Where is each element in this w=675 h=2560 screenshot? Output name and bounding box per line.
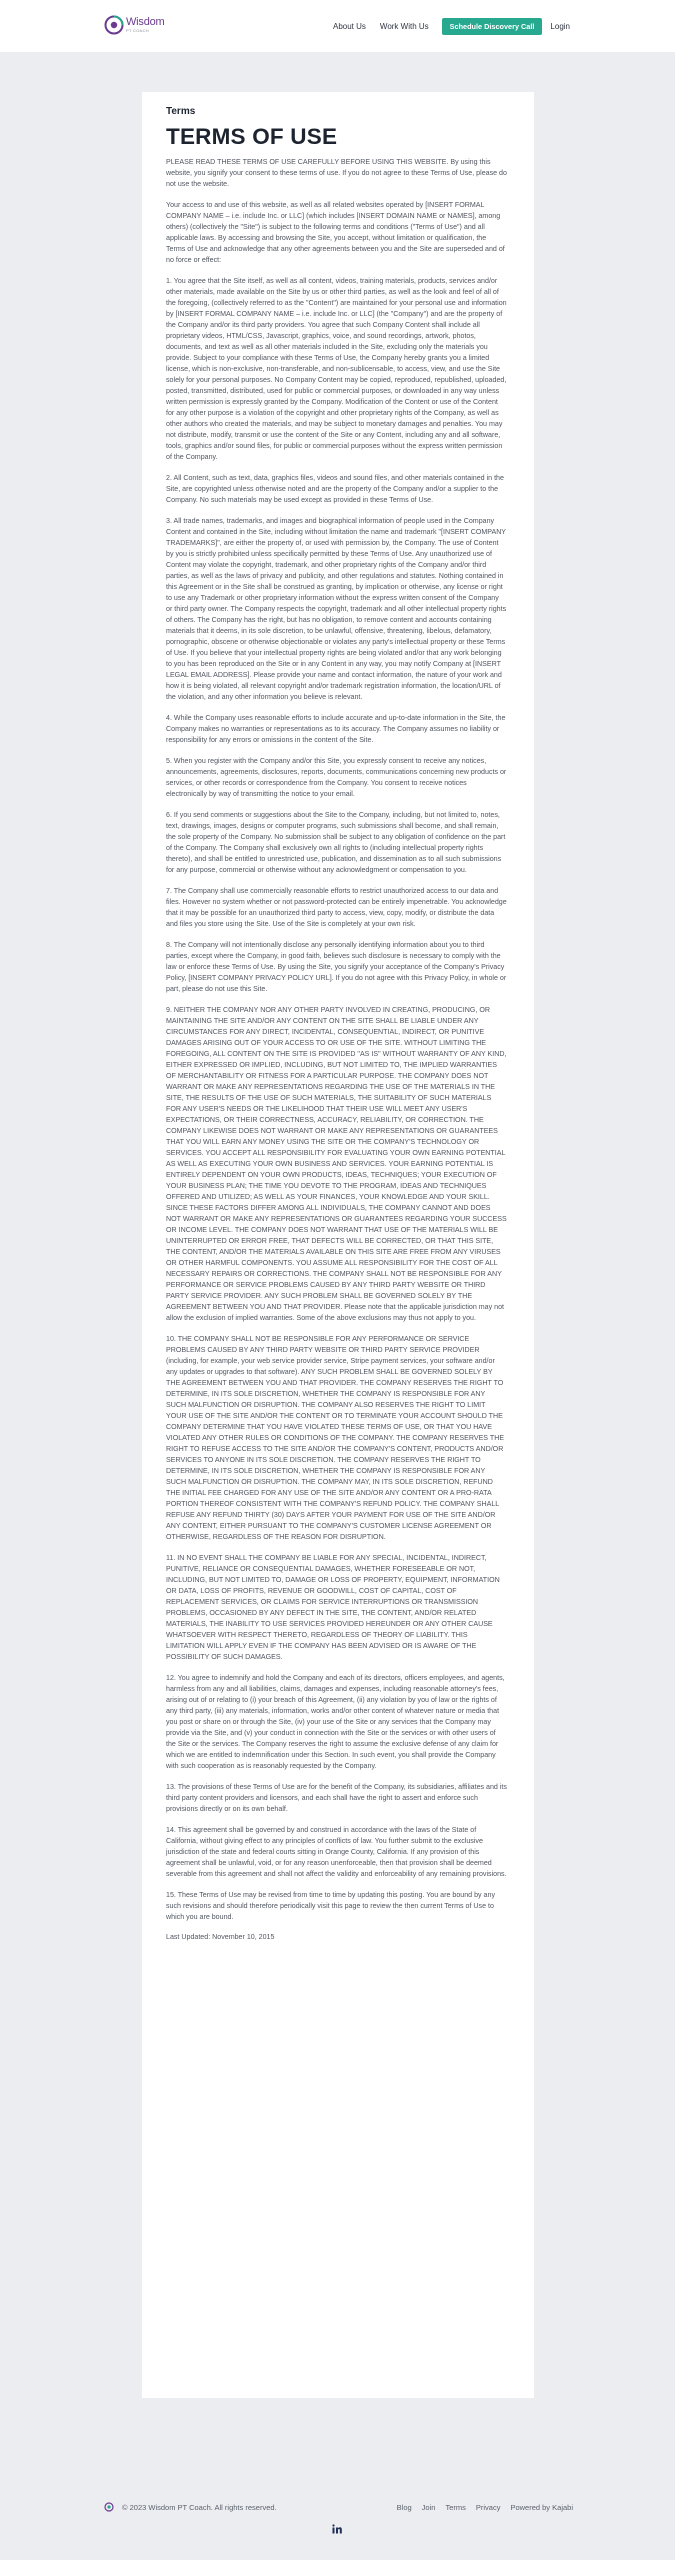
terms-paragraph: PLEASE READ THESE TERMS OF USE CAREFULLY BEFORE USING THIS WEBSITE. By using this website, you signify your consent to these terms of use. If you do not agree to these Terms of Use, please do not use the website. (166, 157, 507, 188)
copyright-text: © 2023 Wisdom PT Coach. All rights reserved. (122, 2502, 277, 2512)
terms-card (142, 92, 534, 2398)
logo-name: Wisdom (126, 16, 165, 28)
site-header (0, 0, 675, 52)
schedule-discovery-call-button[interactable]: Schedule Discovery Call (442, 18, 543, 35)
footer-link-join[interactable]: Join (421, 2503, 436, 2512)
terms-paragraph: 7. The Company shall use commercially reasonable efforts to restrict unauthorized access to our data and files. However no system whether or not password-protected can be entirely impenetrable. You acknowledge that it may be possible for an unauthorized third party to access, view, copy, modify, or distribute the data and files you store using the Site. Use of the Site is completely at your own risk. (166, 886, 507, 928)
logo-mark-icon (104, 15, 124, 35)
site-logo[interactable] (104, 15, 165, 35)
footer-link-powered-by-kajabi[interactable]: Powered by Kajabi (510, 2503, 573, 2512)
footer-link-blog[interactable]: Blog (396, 2503, 412, 2512)
footer-link-privacy[interactable]: Privacy (475, 2503, 501, 2512)
footer-logo-icon (104, 2502, 114, 2512)
page-eyebrow: Terms (166, 106, 196, 117)
terms-paragraph: Your access to and use of this website, as well as all related websites operated by [INSERT FORMAL COMPANY NAME – i.e. include Inc. or LLC] (which includes [INSERT DOMAIN NAME or NAMES], among others) (collectively the "Site") is subject to the following terms and conditions ("Terms of Use") and all applicable laws. By accessing and browsing the Site, you accept, without limitation or qualification, the Terms of Use and acknowledge that any other agreements between you and the Site are superseded and of no force or effect: (166, 200, 505, 264)
terms-paragraph: 3. All trade names, trademarks, and images and biographical information of people used in the Company Content and contained in the Site, including without limitation the name and trademark "[INSERT COMPANY TRADEMARKS]", are either the property of, or used with permission by, the Company. The use of Content by you is strictly prohibited unless specifically permitted by these Terms of Use. Any unauthorized use of Content may violate the copyright, trademark, and other proprietary rights of the Company and/or third parties, as well as the laws of privacy and publicity, and other regulations and statutes. Nothing contained in this Agreement or in the Site shall be construed as granting, by implication or otherwise, any license or right to use any Trademark or other proprietary information without the express written consent of the Company or third party owner. The Company respects the copyright, trademark and all other intellectual property rights of others. The Company has the right, but has no obligation, to remove content and accounts containing materials that it deems, in its sole discretion, to be unlawful, offensive, threatening, libelous, defamatory, pornographic, obscene or otherwise objectionable or violates any party's intellectual property or these Terms of Use. If you believe that your intellectual property rights are being violated and/or that any work belonging to you has been reproduced on the Site or in any Content in any way, you may notify Company at [INSERT LEGAL EMAIL ADDRESS]. Please provide your name and contact information, the nature of your work and how it is being violated, all relevant copyright and/or trademark registration information, the location/URL of the violation, and any other information you believe is relevant. (166, 516, 507, 701)
footer-copyright (104, 2502, 277, 2512)
terms-paragraph: 9. NEITHER THE COMPANY NOR ANY OTHER PARTY INVOLVED IN CREATING, PRODUCING, OR MAINTAINING THE SITE AND/OR ANY CONTENT ON THE SITE SHALL BE LIABLE UNDER ANY CIRCUMSTANCES FOR ANY DIRECT, INCIDENTAL, CONSEQUENTIAL, INDIRECT, OR PUNITIVE DAMAGES ARISING OUT OF YOUR ACCESS TO OR USE OF THE SITE. WITHOUT LIMITING THE FOREGOING, ALL CONTENT ON THE SITE IS PROVIDED "AS IS" WITHOUT WARRANTY OF ANY KIND, EITHER EXPRESSED OR IMPLIED, INCLUDING, BUT NOT LIMITED TO, THE IMPLIED WARRANTIES OF MERCHANTABILITY OR FITNESS FOR A PARTICULAR PURPOSE. THE COMPANY DOES NOT WARRANT OR MAKE ANY REPRESENTATIONS REGARDING THE USE OF THE MATERIALS IN THE SITE, THE RESULTS OF THE USE OF SUCH MATERIALS, THE SUITABILITY OF SUCH MATERIALS FOR ANY USER'S NEEDS OR THE LIKELIHOOD THAT THEIR USE WILL MEET ANY USER'S EXPECTATIONS, OR THEIR CORRECTNESS, ACCURACY, RELIABILITY, OR CORRECTION. THE COMPANY LIKEWISE DOES NOT WARRANT OR MAKE ANY REPRESENTATIONS OR GUARANTEES THAT YOU WILL EARN ANY MONEY USING THE SITE OR THE COMPANY'S TECHNOLOGY OR SERVICES. YOU ACCEPT ALL RESPONSIBILITY FOR EVALUATING YOUR OWN EARNING POTENTIAL AS WELL AS EXECUTING YOUR OWN BUSINESS AND SERVICES. YOUR EARNING POTENTIAL IS ENTIRELY DEPENDENT ON YOUR OWN PRODUCTS, IDEAS, TECHNIQUES; YOUR EXECUTION OF YOUR BUSINESS PLAN; THE TIME YOU DEVOTE TO THE PROGRAM, IDEAS AND TECHNIQUES OFFERED AND UTILIZED; AS WELL AS YOUR FINANCES, YOUR KNOWLEDGE AND YOUR SKILL. SINCE THESE FACTORS DIFFER AMONG ALL INDIVIDUALS, THE COMPANY CANNOT AND DOES NOT WARRANT OR MAKE ANY REPRESENTATIONS OR GUARANTEES REGARDING YOUR SUCCESS OR INCOME LEVEL. THE COMPANY DOES NOT WARRANT THAT USE OF THE MATERIALS WILL BE UNINTERRUPTED OR ERROR FREE, THAT DEFECTS WILL BE CORRECTED, OR THAT THIS SITE, THE CONTENT, AND/OR THE MATERIALS AVAILABLE ON THIS SITE ARE FREE FROM ANY VIRUSES OR OTHER HARMFUL COMPONENTS. YOU ASSUME ALL RESPONSIBILITY FOR THE COST OF ALL NECESSARY REPAIRS OR CORRECTIONS. THE COMPANY SHALL NOT BE RESPONSIBLE FOR ANY PERFORMANCE OR SERVICE PROBLEMS CAUSED BY ANY THIRD PARTY WEBSITE OR THIRD PARTY SERVICE PROVIDER. ANY SUCH PROBLEM SHALL BE GOVERNED SOLELY BY THE AGREEMENT BETWEEN YOU AND THAT PROVIDER. Please note that the applicable jurisdiction may not allow the exclusion of implied warranties. Some of the above exclusions may thus not apply to you. (166, 1005, 507, 1322)
nav-login[interactable]: Login (550, 22, 570, 31)
terms-paragraph: 5. When you register with the Company and/or this Site, you expressly consent to receive any notices, announcements, agreements, disclosures, reports, documents, communications concerning new products or services, or other records or correspondence from the Company. You consent to receive notices electronically by way of transmitting the notice to your email. (166, 756, 507, 798)
linkedin-icon[interactable] (332, 2524, 342, 2534)
footer-links (387, 2503, 573, 2512)
last-updated: Last Updated: November 10, 2015 (166, 1932, 275, 1941)
nav-about-us[interactable]: About Us (333, 22, 366, 31)
terms-content (166, 157, 507, 1923)
terms-paragraph: 8. The Company will not intentionally disclose any personally identifying information about you to third parties, except where the Company, in good faith, believes such disclosure is necessary to comply with the law or enforce these Terms of Use. By using the Site, you signify your acceptance of the Company's Privacy Policy, [INSERT COMPANY PRIVACY POLICY URL]. If you do not agree with this Privacy Policy, in whole or part, please do not use this Site. (166, 940, 507, 993)
terms-paragraph: 2. All Content, such as text, data, graphics files, videos and sound files, and other materials contained in the Site, are copyrighted unless otherwise noted and are the property of the Company and/or a supplier to the Company. No such materials may be used except as provided in these Terms of Use. (166, 473, 504, 504)
terms-paragraph: 1. You agree that the Site itself, as well as all content, videos, training materials, products, services and/or other materials, made available on the Site by us or other third parties, as well as the look and feel of all of the foregoing, (collectively referred to as the "Content") are maintained for your personal use and information by [INSERT FORMAL COMPANY NAME – i.e. include Inc. or LLC] (the "Company") and are the property of the Company and/or its third party providers. You agree that such Company Content shall include all proprietary videos, HTML/CSS, Javascript, graphics, voice, and sound recordings, artwork, photos, documents, and text as well as all other materials included in the Site, excluding only the materials you provide. Subject to your compliance with these Terms of Use, the Company hereby grants you a limited license, which is non-exclusive, non-transferable, and non-sublicensable, to access, view, and use the Site solely for your personal purposes. No Company Content may be copied, reproduced, republished, uploaded, posted, transmitted, distributed, used for public or commercial purposes, or downloaded in any way unless written permission is expressly granted by the Company. Modification of the Content or use of the Content for any other purpose is a violation of the copyright and other proprietary rights of the Company, as well as other authors who created the materials, and may be subject to monetary damages and penalties. You may not distribute, modify, transmit or use the content of the Site or any Content, including any and all software, tools, graphics and/or sound files, for public or commercial purposes without the express written permission of the Company. (166, 276, 507, 461)
terms-paragraph: 15. These Terms of Use may be revised from time to time by updating this posting. You are bound by any such revisions and should therefore periodically visit this page to review the then current Terms of Use to which you are bound. (166, 1890, 495, 1921)
terms-paragraph: 11. IN NO EVENT SHALL THE COMPANY BE LIABLE FOR ANY SPECIAL, INCIDENTAL, INDIRECT, PUNITIVE, RELIANCE OR CONSEQUENTIAL DAMAGES, WHETHER FORESEEABLE OR NOT, INCLUDING, BUT NOT LIMITED TO, DAMAGE OR LOSS OF PROPERTY, EQUIPMENT, INFORMATION OR DATA, LOSS OF PROFITS, REVENUE OR GOODWILL, COST OF CAPITAL, COST OF REPLACEMENT SERVICES, OR CLAIMS FOR SERVICE INTERRUPTIONS OR TRANSMISSION PROBLEMS, OCCASIONED BY ANY DEFECT IN THE SITE, THE CONTENT, AND/OR RELATED MATERIALS, THE INABILITY TO USE SERVICES PROVIDED HEREUNDER OR ANY OTHER CAUSE WHATSOEVER WITH RESPECT THERETO, REGARDLESS OF THEORY OF LIABILITY. THIS LIMITATION WILL APPLY EVEN IF THE COMPANY HAS BEEN ADVISED OR IS AWARE OF THE POSSIBILITY OF SUCH DAMAGES. (166, 1553, 500, 1661)
terms-paragraph: 4. While the Company uses reasonable efforts to include accurate and up-to-date information in the Site, the Company makes no warranties or representations as to its accuracy. The Company assumes no liability or responsibility for any errors or omissions in the content of the Site. (166, 713, 506, 744)
footer-link-terms[interactable]: Terms (445, 2503, 466, 2512)
terms-paragraph: 6. If you send comments or suggestions about the Site to the Company, including, but not limited to, notes, text, drawings, images, designs or computer programs, such submissions shall become, and shall remain, the sole property of the Company. No submission shall be subject to any obligation of confidence on the part of the Company. The Company shall exclusively own all rights to (including intellectual property rights thereto), and shall be entitled to unrestricted use, publication, and dissemination as to all such submissions for any purpose, commercial or otherwise without any acknowledgment or compensation to you. (166, 810, 506, 874)
terms-paragraph: 12. You agree to indemnify and hold the Company and each of its directors, officers employees, and agents, harmless from any and all liabilities, claims, damages and expenses, including reasonable attorney's fees, arising out of or relating to (i) your breach of this Agreement, (ii) any violation by you of law or the rights of any third party, (iii) any materials, information, works and/or other content of whatever nature or media that you post or share on or through the Site, (iv) your use of the Site or any services that the Company may provide via the Site, and (v) your conduct in connection with the Site or the services or with other users of the Site or the services. The Company reserves the right to assume the exclusive defense of any claim for which we are entitled to indemnification under this Section. In such event, you shall provide the Company with such cooperation as is reasonably requested by the Company. (166, 1673, 505, 1770)
terms-paragraph: 13. The provisions of these Terms of Use are for the benefit of the Company, its subsidiaries, affiliates and its third party content providers and licensors, and each shall have the right to assert and enforce such provisions directly or on its own behalf. (166, 1782, 507, 1813)
terms-paragraph: 14. This agreement shall be governed by and construed in accordance with the laws of the State of California, without giving effect to any principles of conflicts of law. You further submit to the exclusive jurisdiction of the state and federal courts sitting in Orange County, California. If any provision of this agreement shall be unlawful, void, or for any reason unenforceable, then that provision shall be deemed severable from this agreement and shall not affect the validity and enforceability of any remaining provisions. (166, 1825, 507, 1878)
terms-paragraph: 10. THE COMPANY SHALL NOT BE RESPONSIBLE FOR ANY PERFORMANCE OR SERVICE PROBLEMS CAUSED BY ANY THIRD PARTY WEBSITE OR THIRD PARTY SERVICE PROVIDER (including, for example, your web service provider service, Stripe payment services, your software and/or any updates or upgrades to that software). ANY SUCH PROBLEM SHALL BE GOVERNED SOLELY BY THE AGREEMENT BETWEEN YOU AND THAT PROVIDER. THE COMPANY RESERVES THE RIGHT TO DETERMINE, IN ITS SOLE DISCRETION, WHETHER THE COMPANY IS RESPONSIBLE FOR ANY SUCH MALFUNCTION OR DISRUPTION. THE COMPANY ALSO RESERVES THE RIGHT TO LIMIT YOUR USE OF THE SITE AND/OR THE CONTENT OR TO TERMINATE YOUR ACCOUNT SHOULD THE COMPANY DETERMINE THAT YOU HAVE VIOLATED THESE TERMS OF USE, OR THAT YOU HAVE VIOLATED ANY OTHER RULES OR CONDITIONS OF THE COMPANY. THE COMPANY RESERVES THE RIGHT TO REFUSE ACCESS TO THE SITE AND/OR THE COMPANY'S CONTENT, PRODUCTS AND/OR SERVICES TO ANYONE IN ITS SOLE DISCRETION. THE COMPANY RESERVES THE RIGHT TO DETERMINE, IN ITS SOLE DISCRETION, WHETHER THE COMPANY IS RESPONSIBLE FOR ANY SUCH MALFUNCTION OR DISRUPTION. THE COMPANY MAY, IN ITS SOLE DISCRETION, REFUND THE INITIAL FEE CHARGED FOR ANY USE OF THE SITE AND/OR ANY CONTENT OR A PRO-RATA PORTION THEREOF CONSISTENT WITH THE COMPANY'S REFUND POLICY. THE COMPANY SHALL REFUSE ANY REFUND THIRTY (30) DAYS AFTER YOUR PAYMENT FOR USE OF THE SITE AND/OR ANY CONTENT, EITHER PURSUANT TO THE COMPANY'S CUSTOMER LICENSE AGREEMENT OR OTHERWISE, REGARDLESS OF THE REASON FOR DISRUPTION. (166, 1334, 505, 1541)
page-title: TERMS OF USE (166, 124, 338, 149)
logo-subtitle: PT COACH (126, 28, 149, 33)
nav-work-with-us[interactable]: Work With Us (379, 22, 429, 31)
main-nav (333, 18, 570, 35)
